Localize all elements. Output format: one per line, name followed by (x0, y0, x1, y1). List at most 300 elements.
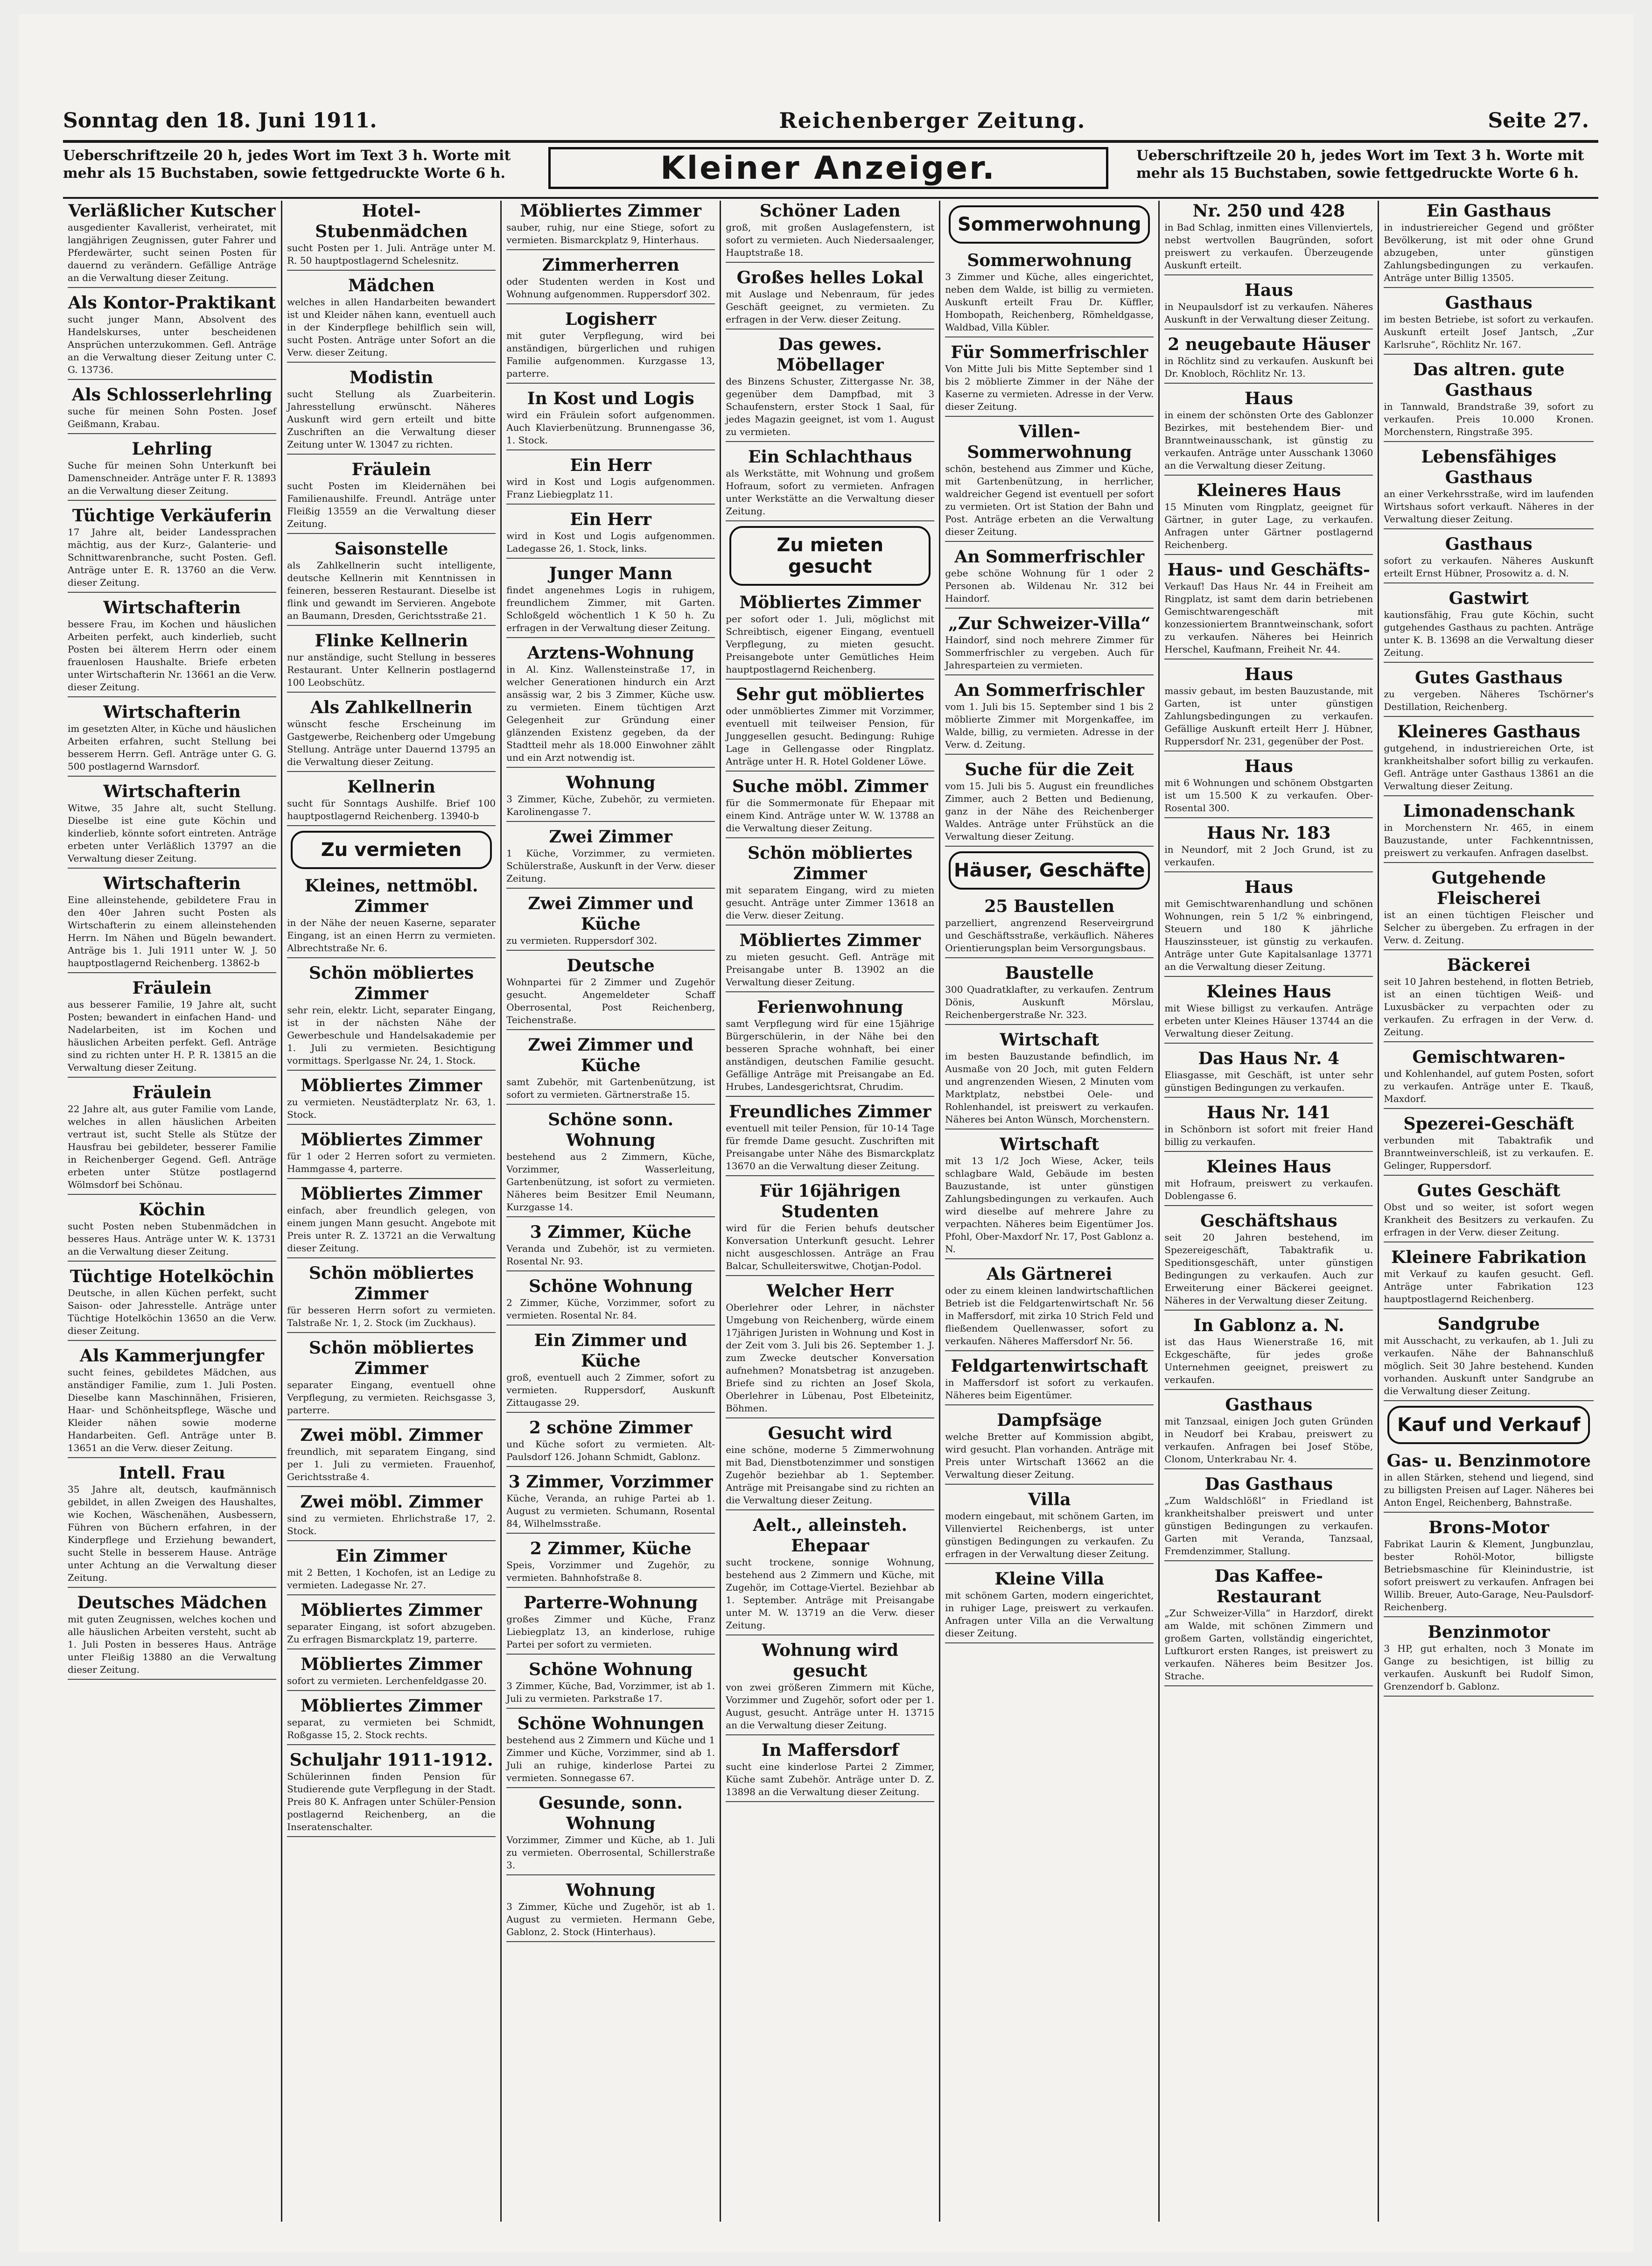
ad-heading: Schöner Laden (759, 201, 901, 221)
ad-heading: Als Schlosserlehrling (72, 385, 273, 405)
classified-columns (63, 201, 1598, 2222)
ad-text: zu vermieten. Ruppersdorf 302. (506, 935, 658, 946)
ad-text: 3 Zimmer, Küche, Bad, Vorzimmer, ist ab 1. Juli zu vermieten. Parkstraße 17. (506, 1680, 715, 1704)
ad-text: „Zum Waldschlößl“ in Friedland ist krankheitshalber preiswert und unter günstigen Bedingungen zu verkaufen. Garten mit Veranda, Tanzsaal, Fremdenzimmer, Stallung. (1164, 1495, 1373, 1557)
ad-text: im gesetzten Alter, in Küche und häuslichen Arbeiten erfahren, sucht Stellung bei besserem Herrn. Gefl. Anträge unter G. G. 500 postlagernd Warnsdorf. (68, 723, 277, 772)
ad-text: sofort zu vermieten. Lerchenfeldgasse 20. (287, 1675, 487, 1686)
classified-ad (1164, 334, 1373, 384)
ad-heading: Kleine Villa (994, 1569, 1105, 1589)
banner-rule (63, 197, 1598, 199)
classified-ad (287, 459, 496, 534)
ad-heading: Wohnung (566, 1880, 656, 1900)
column-1 (63, 201, 282, 2222)
ad-heading: Villen-Sommerwohnung (967, 422, 1132, 462)
classified-ad (1164, 877, 1373, 977)
ad-heading: Großes helles Lokal (736, 268, 924, 288)
ad-text: von zwei größeren Zimmern mit Küche, Vorzimmer und Zugehör, sofort oder per 1. August, gesucht. Anträge unter H. 13715 an die Verwaltung dieser Zeitung. (726, 1682, 935, 1731)
ad-heading: Zwei Zimmer und Küche (528, 1035, 693, 1075)
ad-heading: Tüchtige Verkäuferin (72, 506, 272, 526)
ad-text: 3 HP, gut erhalten, noch 3 Monate im Gange zu besichtigen, ist billig zu verkaufen. Auskunft bei Rudolf Simon, Grenzendorf b. Gablonz. (1384, 1643, 1594, 1692)
classified-ad (287, 275, 496, 363)
ad-heading: Junger Mann (549, 564, 672, 583)
ad-text: 15 Minuten vom Ringplatz, geeignet für Gärtner, in guter Lage, zu verkaufen. Anfragen unter Gärtner postlagernd Reichenberg. (1164, 501, 1373, 550)
ad-heading: Ein Zimmer (336, 1546, 447, 1566)
ad-text: Wohnpartei für 2 Zimmer und Zugehör gesucht. Angemeldeter Schaff Oberrosental, Post Reichenberg, Teichenstraße. (506, 976, 715, 1025)
section-heading: Zu mieten gesucht (729, 526, 931, 586)
ad-heading: Limonadenschank (1403, 801, 1575, 821)
classified-ad (68, 873, 276, 973)
ad-heading: Welcher Herr (767, 1281, 894, 1301)
ad-text: nur anständige, sucht Stellung in besseres Restaurant. Unter Kellnerin postlagernd 100 Leobschütz. (287, 652, 496, 688)
ad-text: oder unmöbliertes Zimmer mit Vorzimmer, eventuell mit teilweiser Pension, für Junggesellen gesucht. Bedingung: Ruhige Lage in Gellengasse oder Ringplatz. Anträge unter H. R. Hotel Goldener Löwe. (726, 705, 935, 767)
ad-heading: Wirtschafterin (103, 598, 241, 617)
ad-heading: Das Kaffee-Restaurant (1214, 1566, 1323, 1607)
ad-heading: Fräulein (132, 978, 212, 998)
ad-text: modern eingebaut, mit schönem Garten, im Villenviertel Reichenbergs, ist unter günstigen Bedingungen zu verkaufen. Zu erfragen in der Verwaltung dieser Zeitung. (945, 1510, 1154, 1559)
classified-ad (506, 1276, 715, 1326)
classified-ad (287, 777, 496, 826)
classified-ad (506, 1222, 715, 1271)
ad-text: samt Verpflegung wird für eine 15jährige Bürgerschülerin, in der Nähe bei den besseren Sprache wohnhaft, bei einer anständigen, deutschen Familie gesucht. Gefällige Anträge mit Preisangabe an Ed. Hrubes, Landesgerichtsrat, Chrudim. (726, 1018, 935, 1092)
ad-text: findet angenehmes Logis in ruhigem, freundlichem Zimmer, mit Garten. Schloßgeld wöchentlich 1 K 50 h. Zu erfragen in der Verwaltung dieser Zeitung. (506, 584, 715, 633)
ad-text: 3 Zimmer, Küche und Zugehör, ist ab 1. August zu vermieten. Hermann Gebe, Gablonz, 2. Stock (Hinterhaus). (506, 1901, 715, 1937)
ad-text: in Röchlitz sind zu verkaufen. Auskunft bei Dr. Knobloch, Röchlitz Nr. 13. (1164, 355, 1373, 379)
ad-heading: Schöne Wohnung (529, 1660, 693, 1679)
ad-heading: 25 Baustellen (984, 897, 1115, 916)
classified-ad (726, 776, 934, 838)
ad-heading: Villa (1028, 1490, 1071, 1509)
column-3 (502, 201, 721, 2222)
ad-text: oder zu einem kleinen landwirtschaftlichen Betrieb ist die Feldgartenwirtschaft Nr. 56 in Maffersdorf, mit zirka 10 Strich Feld und fließendem Quellenwasser, sofort zu verkaufen. Näheres Maffersdorf Nr. 56. (945, 1285, 1154, 1347)
classified-ad (506, 1417, 715, 1467)
ad-text: in Bad Schlag, inmitten eines Villenviertels, nebst wertvollen Baugründen, sofort preiswert zu verkaufen. Überzeugende Auskunft erteilt. (1164, 222, 1373, 271)
ad-heading: Mädchen (348, 276, 435, 295)
ad-text: sind zu vermieten. Ehrlichstraße 17, 2. Stock. (287, 1513, 496, 1536)
classified-ad (945, 1134, 1154, 1259)
ad-heading: Schöne Wohnung (529, 1277, 693, 1296)
classified-ad (726, 1515, 934, 1635)
classified-ad (506, 1109, 715, 1217)
ad-heading: Gutgehende Fleischerei (1431, 868, 1546, 908)
classified-ad (1164, 1395, 1373, 1469)
ad-text: Obst und so weiter, ist sofort wegen Krankheit des Besitzers zu verkaufen. Zu erfragen in der Verw. dieser Zeitung. (1384, 1201, 1594, 1238)
classified-ad (726, 334, 934, 442)
ad-text: freundlich, mit separatem Eingang, sind per 1. Juli zu vermieten. Frauenhof, Gerichtsstraße 4. (287, 1446, 496, 1482)
classified-ad (726, 1181, 934, 1276)
ad-heading: Gemischtwaren- (1412, 1047, 1566, 1067)
ad-text: wird in Kost und Logis aufgenommen. Ladegasse 26, 1. Stock, links. (506, 530, 715, 554)
ad-text: wird für die Ferien behufs deutscher Konversation Unterkunft gesucht. Lehrer nicht ausgeschlossen. Anträge an Frau Balcar, Schulleiterswitwe, Chotjan-Podol. (726, 1222, 935, 1271)
ad-heading: Für Sommerfrischler (951, 343, 1148, 362)
classified-ad (945, 680, 1154, 755)
ad-heading: „Zur Schweizer-Villa“ (948, 614, 1151, 633)
column-4 (721, 201, 940, 2222)
ad-heading: Gasthaus (1225, 1395, 1313, 1415)
ad-text: in Tannwald, Brandstraße 39, sofort zu verkaufen. Preis 10.000 Kronen. Morchenstern, Ringstraße 395. (1384, 401, 1594, 437)
ad-text: verbunden mit Tabaktrafik und Branntweinverschleiß, ist zu verkaufen. E. Gelinger, Ruppersdorf. (1384, 1135, 1594, 1171)
ad-text: in Maffersdorf ist sofort zu verkaufen. Näheres beim Eigentümer. (945, 1377, 1154, 1401)
ad-text: mit Wiese billigst zu verkaufen. Anträge erbeten unter Kleines Häuser 13744 an die Verwaltung dieser Zeitung. (1164, 1003, 1373, 1039)
ad-text: gebe schöne Wohnung für 1 oder 2 Personen ab. Wildenau Nr. 312 bei Haindorf. (945, 568, 1154, 604)
classified-ad (287, 876, 496, 958)
ad-heading: Benzinmotor (1428, 1622, 1550, 1642)
ad-heading: Zwei möbl. Zimmer (300, 1425, 483, 1445)
ad-text: mit separatem Eingang, wird zu mieten gesucht. Anträge unter Zimmer 13618 an die Verw. dieser Zeitung. (726, 884, 935, 921)
classified-ad (1164, 756, 1373, 818)
ad-text: in Morchenstern Nr. 465, in einem Bauzustande, unter Fachkenntnissen, preiswert zu verkaufen. Anfragen daselbst. (1384, 822, 1594, 858)
ad-text: zu vergeben. Näheres Tschörner's Destillation, Reichenberg. (1384, 688, 1594, 712)
classified-ad (506, 1035, 715, 1105)
ad-heading: Fräulein (132, 1083, 212, 1102)
ad-text: eventuell mit teiler Pension, für 10-14 Tage für fremde Dame gesucht. Zuschriften mit Preisangabe unter Nähe des Bismarckplatz 13670 an die Verwaltung dieser Zeitung. (726, 1122, 935, 1172)
section-heading: Sommerwohnung (949, 205, 1150, 244)
ad-heading: Als Kontor-Praktikant (68, 293, 276, 313)
ad-heading: 2 Zimmer, Küche (530, 1539, 692, 1558)
ad-text: sucht Posten im Kleidernähen bei Familienaushilfe. Freundl. Anträge unter Fleißig 13559 an die Verwaltung dieser Zeitung. (287, 480, 496, 529)
classified-ad (506, 201, 715, 250)
classified-ad (68, 439, 276, 501)
ad-text: in industriereicher Gegend und größter Bevölkerung, ist mit oder ohne Grund abzugeben, unter günstigen Zahlungsbedingungen zu verkaufen. Anträge unter Billig 13505. (1384, 222, 1594, 283)
classified-ad (1384, 1247, 1594, 1309)
ad-text: in der Nähe der neuen Kaserne, separater Eingang, ist an einen Herrn zu vermieten. Albrechtstraße Nr. 6. (287, 917, 496, 954)
classified-ad (68, 702, 276, 777)
ad-text: in Neundorf, mit 2 Joch Grund, ist zu verkaufen. (1164, 844, 1373, 868)
ad-heading: An Sommerfrischler (954, 681, 1145, 700)
ad-heading: Gasthaus (1445, 534, 1533, 554)
issue-date: Sonntag den 18. Juni 1911. (63, 108, 377, 133)
ad-text: sauber, ruhig, nur eine Stiege, sofort zu vermieten. Bismarckplatz 9, Hinterhaus. (506, 222, 715, 246)
classified-ad (506, 1880, 715, 1942)
classified-ad (726, 997, 934, 1097)
classified-ad (68, 505, 276, 593)
classified-ad (287, 1338, 496, 1420)
ad-heading: Möbliertes Zimmer (301, 1076, 482, 1095)
ad-heading: Saisonstelle (334, 539, 448, 559)
ad-heading: Haus (1244, 389, 1293, 408)
ad-heading: Wirtschafterin (103, 782, 241, 801)
ad-heading: 2 neugebaute Häuser (1168, 335, 1370, 354)
ad-heading: Möbliertes Zimmer (301, 1696, 482, 1716)
classified-ad (68, 1200, 276, 1262)
classified-ad (1164, 1102, 1373, 1152)
ad-heading: Feldgartenwirtschaft (951, 1356, 1148, 1376)
classified-ad (1164, 480, 1373, 555)
ad-heading: An Sommerfrischler (954, 547, 1145, 567)
classified-ad (287, 1750, 496, 1837)
newspaper-page (19, 14, 1633, 2252)
classified-ad (68, 597, 276, 697)
ad-text: mit schönem Garten, modern eingerichtet, in ruhiger Lage, preiswert zu verkaufen. Anfragen unter Villa an die Verwaltung dieser Zeitung. (945, 1590, 1154, 1639)
ad-heading: Kleines, nettmöbl. Zimmer (304, 876, 478, 916)
ad-heading: Verläßlicher Kutscher (68, 201, 276, 221)
classified-ad (726, 267, 934, 330)
classified-ad (1384, 1622, 1594, 1697)
ad-heading: Aelt., alleinsteh. Ehepaar (753, 1515, 908, 1556)
classified-ad (287, 1600, 496, 1649)
ad-heading: Möbliertes Zimmer (301, 1600, 482, 1620)
ad-heading: Haus- und Geschäfts- (1167, 560, 1370, 580)
classified-ad (506, 1472, 715, 1534)
classified-ad (287, 1129, 496, 1179)
ad-text: ist an einen tüchtigen Fleischer und Selcher zu übergeben. Zu erfragen in der Verw. d. Zeitung. (1384, 909, 1594, 946)
ad-text: wird in Kost und Logis aufgenommen. Franz Liebiegplatz 11. (506, 476, 715, 500)
ad-text: in Schönborn ist sofort mit freier Hand billig zu verkaufen. (1164, 1123, 1373, 1147)
ad-text: 22 Jahre alt, aus guter Familie vom Lande, welches in allen häuslichen Arbeiten vertraut ist, sucht Stelle als Stütze der Hausfrau bei gebildeter, besserer Familie in Reichenberger Gegend. Gefl. Anträge erbeten unter Stütze postlagernd Wölmsdorf bei Schönau. (68, 1103, 277, 1190)
ad-text: in Al. Kinz. Wallensteinstraße 17, in welcher Generationen hindurch ein Arzt ansässig war, 2 bis 3 Zimmer, Küche usw. zu vermieten. Einem tüchtigen Arzt Gelegenheit zur Gründung einer glänzenden Existenz gegeben, da der Stadtteil mehr als 18.000 Einwohner zählt und ein Arzt notwendig ist. (506, 664, 715, 763)
classified-ad (1164, 201, 1373, 275)
column-2 (282, 201, 502, 2222)
ad-heading: Kleineres Gasthaus (1397, 722, 1581, 742)
ad-text: mit guter Verpflegung, wird bei anständigen, bürgerlichen und ruhigen Familie aufgenommen. Kurzgasse 13, parterre. (506, 330, 715, 379)
ad-text: 300 Quadratklafter, zu verkaufen. Zentrum Dönis, Auskunft Mörslau, Reichenbergerstraße Nr. 323. (945, 984, 1154, 1020)
ad-text: „Zur Schweizer-Villa“ in Harzdorf, direkt am Walde, mit schönen Zimmern und großem Garten, vollständig eingerichtet, Luftkurort ersten Ranges, ist preiswert zu verkaufen. Näheres beim Besitzer Jos. Strache. (1164, 1607, 1373, 1682)
ad-text: im besten Betriebe, ist sofort zu verkaufen. Auskunft erteilt Josef Jantsch, „Zur Karlsruhe“, Röchlitz Nr. 167. (1384, 314, 1594, 350)
classified-ad (287, 697, 496, 772)
ad-text: Küche, Veranda, an ruhige Partei ab 1. August zu vermieten. Schumann, Rosental 84, Wilhelmsstraße. (506, 1493, 715, 1529)
ad-text: Deutsche, in allen Küchen perfekt, sucht Saison- oder Jahresstelle. Anträge unter Tüchtige Hotelköchin 13650 an die Verw. dieser Zeitung. (68, 1287, 277, 1336)
ad-text: mit 6 Wohnungen und schönem Obstgarten ist um 15.500 K zu verkaufen. Ober-Rosental 300. (1164, 777, 1373, 814)
ad-text: bestehend aus 2 Zimmern und Küche und 1 Zimmer und Küche, Vorzimmer, sind ab 1. Juli an ruhige, kinderlose Partei zu vermieten. Sonnegasse 67. (506, 1734, 715, 1783)
classified-ad (287, 1696, 496, 1745)
classified-ad (945, 613, 1154, 675)
ad-text: mit guten Zeugnissen, welches kochen und alle häuslichen Arbeiten versteht, sucht ab 1. Juli Posten in besseres Haus. Anträge unter Fleißig 13880 an die Verwaltung dieser Zeitung. (68, 1614, 277, 1675)
classified-ad (506, 1538, 715, 1588)
ad-heading: Ein Herr (570, 510, 651, 529)
ad-heading: Kellnerin (347, 777, 435, 797)
ad-heading: Hotel-Stubenmädchen (315, 201, 468, 241)
classified-ad (726, 447, 934, 521)
ad-text: seit 10 Jahren bestehend, in flotten Betrieb, ist an einen tüchtigen Weiß- und Luxusbäcker zu verpachten oder zu verkaufen. Zu erfragen in der Verw. d. Zeitung. (1384, 976, 1594, 1038)
classified-ad (506, 1593, 715, 1655)
ad-text: groß, eventuell auch 2 Zimmer, sofort zu vermieten. Ruppersdorf, Auskunft Zittaugasse 29. (506, 1372, 715, 1408)
ad-heading: Flinke Kellnerin (315, 631, 468, 651)
ad-heading: Deutsches Mädchen (77, 1593, 267, 1613)
classified-ad (1164, 1566, 1373, 1686)
classified-ad (1384, 801, 1594, 863)
classified-ad (945, 1410, 1154, 1485)
classified-ad (726, 1740, 934, 1802)
ad-heading: Gutes Geschäft (1417, 1181, 1561, 1200)
classified-ad (945, 1356, 1154, 1405)
ad-heading: Als Gärtnerei (987, 1264, 1113, 1284)
column-7 (1379, 201, 1598, 2222)
ad-heading: Haus (1244, 665, 1293, 684)
ad-text: im besten Bauzustande befindlich, im Ausmaße von 20 Joch, mit guten Feldern und angrenzenden Wiesen, 2 Minuten vom Marktplatz, nebstbei Oele- und Rohlenhandel, ist preiswert zu verkaufen. Näheres bei Anton Wünsch, Morchenstern. (945, 1051, 1154, 1125)
classified-ad (945, 1489, 1154, 1564)
ad-text: sucht trockene, sonnige Wohnung, bestehend aus 2 Zimmern und Küche, mit Zugehör, im Cottage-Viertel. Beziehbar ab 1. September. Anträge mit Preisangabe unter M. W. 13719 an die Verw. dieser Zeitung. (726, 1557, 935, 1631)
ad-heading: Möbliertes Zimmer (739, 931, 921, 950)
ad-heading: Baustelle (1005, 963, 1094, 983)
section-banner: Kleiner Anzeiger. (548, 147, 1108, 189)
classified-ad (68, 1266, 276, 1341)
ad-heading: Das Gasthaus (1204, 1474, 1333, 1494)
ad-heading: Sandgrube (1437, 1314, 1540, 1334)
ad-text: und Küche sofort zu vermieten. Alt-Paulsdorf 126. Johann Schmidt, Gablonz. (506, 1438, 715, 1462)
classified-ad (1164, 664, 1373, 751)
classified-ad (945, 250, 1154, 337)
ad-heading: Zwei Zimmer (549, 827, 672, 847)
ad-text: wünscht fesche Erscheinung im Gastgewerbe, Reichenberg oder Umgebung Stellung. Anträge unter Dauernd 13795 an die Verwaltung dieser Zeitung. (287, 718, 496, 767)
ad-text: sucht eine kinderlose Partei 2 Zimmer, Küche samt Zubehör. Anträge unter D. Z. 13898 an die Verwaltung dieser Zeitung. (726, 1761, 935, 1797)
ad-text: ist das Haus Wienerstraße 16, mit Eckgeschäfte, für jedes große Unternehmen geeignet, preiswert zu verkaufen. (1164, 1336, 1373, 1385)
ad-text: sofort zu verkaufen. Näheres Auskunft erteilt Ernst Hübner, Prosowitz a. d. N. (1384, 555, 1594, 579)
ad-text: suche für meinen Sohn Posten. Josef Geißmann, Krabau. (68, 406, 277, 429)
page-number: Seite 27. (1488, 108, 1589, 133)
ad-heading: Spezerei-Geschäft (1403, 1114, 1574, 1134)
classified-ad (1164, 982, 1373, 1044)
classified-ad (1164, 823, 1373, 872)
ad-text: Eliasgasse, mit Geschäft, ist unter sehr günstigen Bedingungen zu verkaufen. (1164, 1069, 1373, 1093)
ad-heading: Haus Nr. 141 (1207, 1103, 1331, 1122)
classified-ad (726, 1640, 934, 1735)
classified-ad (1164, 388, 1373, 476)
ad-text: eine schöne, moderne 5 Zimmerwohnung mit Bad, Dienstbotenzimmer und sonstigen Zugehör beziehbar ab 1. September. Anträge mit Preisangabe sind zu richten an die Verwaltung dieser Zeitung. (726, 1444, 935, 1506)
ad-text: 1 Küche, Vorzimmer, zu vermieten. Schülerstraße, Auskunft in der Verw. dieser Zeitung. (506, 848, 715, 884)
classified-ad (1164, 280, 1373, 330)
ad-heading: Deutsche (567, 956, 655, 975)
classified-ad (287, 1492, 496, 1541)
ad-heading: Nr. 250 und 428 (1192, 201, 1345, 221)
classified-ad (945, 963, 1154, 1025)
ad-heading: Brons-Motor (1428, 1518, 1549, 1537)
ad-heading: Ein Herr (570, 456, 651, 475)
ad-heading: Gutes Gasthaus (1415, 668, 1563, 688)
ad-heading: Suche möbl. Zimmer (732, 777, 928, 796)
ad-heading: Ferienwohnung (757, 997, 903, 1017)
ad-heading: Köchin (139, 1200, 205, 1220)
classified-ad (68, 781, 276, 869)
ad-heading: Lebensfähiges Gasthaus (1421, 447, 1557, 487)
ad-heading: Schön möbliertes Zimmer (309, 1338, 474, 1378)
classified-ad (506, 255, 715, 304)
ad-heading: Zwei Zimmer und Küche (528, 894, 693, 934)
classified-ad (1384, 1180, 1594, 1242)
ad-text: per sofort oder 1. Juli, möglichst mit Schreibtisch, eigener Eingang, eventuell Verpflegung, zu mieten gesucht. Preisangebote unter Gemütliches Heim hauptpostlagernd Reichenberg. (726, 613, 935, 675)
classified-ad (68, 978, 276, 1078)
newspaper-title: Reichenberger Zeitung. (779, 108, 1086, 133)
classified-ad (726, 201, 934, 263)
classified-ad (1164, 1157, 1373, 1206)
ad-heading: Gas- u. Benzinmotore (1386, 1451, 1591, 1471)
ad-heading: Schöne sonn. Wohnung (548, 1110, 674, 1150)
ad-text: sucht Posten per 1. Juli. Anträge unter M. R. 50 hauptpostlagernd Schelesnitz. (287, 242, 496, 266)
ad-heading: Gasthaus (1445, 293, 1533, 313)
classified-ad (1164, 1474, 1373, 1561)
page-header (63, 102, 1589, 139)
ad-heading: Wirtschafterin (103, 702, 241, 722)
ad-text: mit Gemischtwarenhandlung und schönen Wohnungen, rein 5 1/2 % einbringend, Steuern und 180 K jährliche Hauszinssteuer, ist günstig zu verkaufen. Anträge unter Gute Kapitalsanlage 13771 an die Verwaltung dieser Zeitung. (1164, 898, 1373, 972)
ad-heading: Möbliertes Zimmer (301, 1130, 482, 1150)
ad-text: 3 Zimmer, Küche, Zubehör, zu vermieten. Karolinengasse 7. (506, 793, 715, 817)
classified-ad (287, 201, 496, 271)
classified-ad (945, 1030, 1154, 1129)
classified-ad (945, 759, 1154, 847)
classified-ad (68, 201, 276, 288)
ad-text: Witwe, 35 Jahre alt, sucht Stellung. Dieselbe ist eine gute Köchin und kinderlieb, könnte sofort eintreten. Anträge erbeten unter Verläßlich 13797 an die Verwaltung dieser Zeitung. (68, 802, 277, 864)
ad-heading: In Kost und Logis (527, 389, 694, 408)
header-rule (63, 140, 1598, 143)
classified-ad (506, 893, 715, 951)
classified-ad (287, 367, 496, 455)
ad-heading: Gesucht wird (768, 1424, 892, 1443)
classified-ad (726, 1423, 934, 1510)
classified-ad (726, 1101, 934, 1176)
ad-heading: Gesunde, sonn. Wohnung (539, 1793, 683, 1833)
column-6 (1160, 201, 1379, 2222)
ad-text: schön, bestehend aus Zimmer und Küche, mit Gartenbenützung, in herrlicher, waldreicher Gegend ist eventuell per sofort zu vermieten. Ort ist Station der Bahn und Post. Anträge erbeten an die Verwaltung dieser Zeitung. (945, 463, 1154, 537)
classified-ad (1384, 1114, 1594, 1176)
ad-text: separater Eingang, ist sofort abzugeben. Zu erfragen Bismarckplatz 19, parterre. (287, 1621, 496, 1645)
ad-heading: Wirtschaft (1000, 1030, 1099, 1050)
ad-text: sucht junger Mann, Absolvent des Handelskurses, unter bescheidenen Ansprüchen unterzukommen. Gefl. Anträge an die Verwaltung dieser Zeitung unter C. G. 13736. (68, 314, 277, 375)
classified-ad (287, 963, 496, 1071)
classified-ad (945, 1569, 1154, 1643)
classified-ad (287, 1425, 496, 1487)
classified-ad (1164, 1211, 1373, 1311)
ad-heading: Schön möbliertes Zimmer (748, 843, 913, 884)
ad-text: vom 1. Juli bis 15. September sind 1 bis 2 möblierte Zimmer mit Morgenkaffee, im Walde, billig, zu vermieten. Adresse in der Verw. d. Zeitung. (945, 701, 1154, 750)
ad-heading: 3 Zimmer, Küche (530, 1222, 692, 1242)
ad-heading: Lehrling (132, 439, 212, 459)
ad-text: Verkauf! Das Haus Nr. 44 in Freiheit am Ringplatz, ist samt dem darin betriebenen Gemischtwarengeschäft mit konzessioniertem Branntweinschank, sofort zu verkaufen. Näheres bei Heinrich Herschel, Kaufmann, Freiheit Nr. 44. (1164, 581, 1373, 655)
ad-heading: Zimmerherren (542, 255, 679, 275)
classified-ad (726, 592, 934, 680)
ad-text: an einer Verkehrsstraße, wird im laufenden Wirtshaus sofort verkauft. Näheres in der Verwaltung dieser Zeitung. (1384, 488, 1594, 525)
classified-ad (1384, 447, 1594, 529)
classified-ad (506, 309, 715, 384)
ad-heading: Sommerwohnung (967, 251, 1132, 270)
ad-heading: Parterre-Wohnung (524, 1593, 698, 1613)
ad-text: für 1 oder 2 Herren sofort zu vermieten. Hammgasse 4, parterre. (287, 1151, 496, 1174)
ad-text: mit Verkauf zu kaufen gesucht. Gefl. Anträge unter Fabrikation 123 hauptpostlagernd Reichenberg. (1384, 1268, 1594, 1305)
ad-text: Vorzimmer, Zimmer und Küche, ab 1. Juli zu vermieten. Oberrosental, Schillerstraße 3. (506, 1834, 715, 1871)
ad-text: 2 Zimmer, Küche, Vorzimmer, sofort zu vermieten. Rosental Nr. 84. (506, 1297, 715, 1321)
classified-ad (506, 455, 715, 505)
classified-ad (506, 509, 715, 559)
ad-text: separat, zu vermieten bei Schmidt, Roßgasse 15, 2. Stock rechts. (287, 1717, 496, 1740)
classified-ad (1384, 1451, 1594, 1513)
ad-text: mit 2 Betten, 1 Kochofen, ist an Ledige zu vermieten. Ladegasse Nr. 27. (287, 1567, 496, 1591)
ad-text: zu vermieten. Neustädterplatz Nr. 63, 1. Stock. (287, 1096, 496, 1120)
ad-text: mit Hofraum, preiswert zu verkaufen. Doblengasse 6. (1164, 1178, 1373, 1201)
ad-text: mit Tanzsaal, einigen Joch guten Gründen in Neudorf bei Krabau, preiswert zu verkaufen. Anfragen bei Josef Stöbe, Clonom, Unterkrabau Nr. 4. (1164, 1416, 1373, 1465)
ad-text: ausgedienter Kavallerist, verheiratet, mit langjährigen Zeugnissen, guter Fahrer und Pferdewärter, sucht seinen Posten für dauernd zu verändern. Gefällige Anträge an die Verwaltung dieser Zeitung. (68, 222, 277, 283)
ad-text: sucht Posten neben Stubenmädchen in besseres Haus. Anträge unter W. K. 13731 an die Verwaltung dieser Zeitung. (68, 1221, 277, 1257)
ad-text: sucht feines, gebildetes Mädchen, aus anständiger Familie, zum 1. Juli Posten. Dieselbe kann Maschinnähen, Frisieren, Haar- und Schönheitspflege, Wäsche und Kleider nähen sowie moderne Handarbeiten. Gefl. Anträge unter B. 13651 an die Verw. dieser Zeitung. (68, 1367, 277, 1453)
classified-ad (1384, 667, 1594, 717)
classified-ad (1384, 588, 1594, 663)
ad-text: groß, mit großen Auslagefenstern, ist sofort zu vermieten. Auch Niedersaalenger, Hauptstraße 18. (726, 222, 935, 258)
classified-ad (726, 1281, 934, 1418)
ad-text: in allen Stärken, stehend und liegend, sind zu billigsten Preisen auf Lager. Näheres bei Anton Engel, Reichenberg, Bahnstraße. (1384, 1472, 1594, 1508)
ad-heading: Für 16jährigen Studenten (759, 1181, 901, 1221)
classified-ad (68, 293, 276, 380)
classified-ad (506, 643, 715, 768)
ad-heading: Möbliertes Zimmer (520, 201, 701, 221)
classified-ad (68, 1593, 276, 1680)
classified-ad (726, 930, 934, 992)
ad-heading: Haus (1244, 757, 1293, 776)
ad-heading: Zwei möbl. Zimmer (300, 1492, 483, 1512)
ad-text: des Binzens Schuster, Zittergasse Nr. 38, gegenüber dem Dampfbad, mit 3 Schaufenstern, erster Stock 1 Saal, für jedes Magazin geeignet, ist vom 1. August zu vermieten. (726, 376, 935, 437)
ad-heading: Geschäftshaus (1200, 1211, 1337, 1231)
rate-notice-right: Ueberschriftzeile 20 h, jedes Wort im Text 3 h. Worte mit mehr als 15 Buchstaben, sowie fettgedruckte Worte 6 h. (1136, 147, 1584, 182)
rate-notice-left: Ueberschriftzeile 20 h, jedes Wort im Text 3 h. Worte mit mehr als 15 Buchstaben, sowie fettgedruckte Worte 6 h. (63, 147, 511, 182)
ad-text: Haindorf, sind noch mehrere Zimmer für Sommerfrischler zu vergeben. Auch für Jahresparteien zu vermieten. (945, 634, 1154, 671)
classified-ad (945, 342, 1154, 417)
classified-ad (506, 1793, 715, 1875)
ad-heading: Kleines Haus (1206, 1157, 1331, 1177)
